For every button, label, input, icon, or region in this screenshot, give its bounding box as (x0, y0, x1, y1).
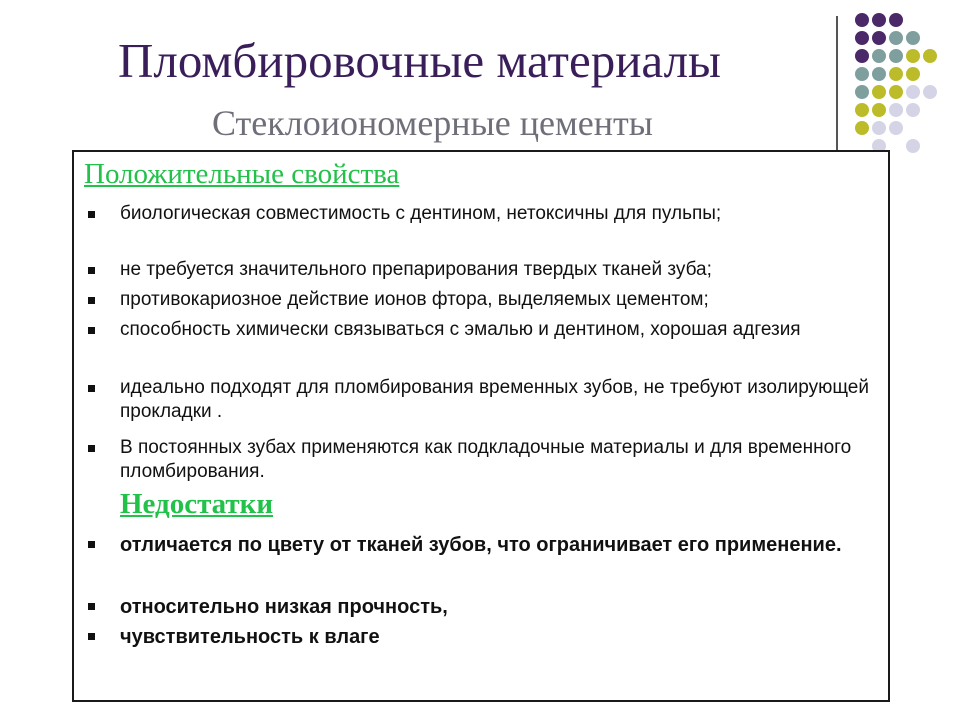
list-item-text: В постоянных зубах применяются как подкладочные материалы и для временного пломбирования. (120, 437, 852, 482)
positive-properties-heading: Положительные свойства (84, 158, 400, 190)
dot (889, 31, 903, 45)
bullet-square-icon (88, 267, 95, 274)
list-item-text: способность химически связываться с эмалью и дентином, хорошая адгезия (120, 319, 801, 340)
content-box (72, 150, 890, 702)
dot (889, 103, 903, 117)
list-item-text: идеально подходят для пломбирования временных зубов, не требуют изолирующей прокладки . (120, 377, 869, 422)
dot (906, 85, 920, 99)
dot (855, 103, 869, 117)
dot (906, 31, 920, 45)
dot (855, 31, 869, 45)
dot (923, 85, 937, 99)
dot (872, 121, 886, 135)
dot (872, 13, 886, 27)
list-item-text: не требуется значительного препарирования твердых тканей зуба; (120, 259, 712, 280)
list-item-text: противокариозное действие ионов фтора, выделяемых цементом; (120, 289, 709, 310)
bullet-square-icon (88, 385, 95, 392)
dot (906, 67, 920, 81)
dot (855, 49, 869, 63)
dot (872, 49, 886, 63)
dot (906, 49, 920, 63)
dot (906, 103, 920, 117)
dot (855, 85, 869, 99)
dot (889, 85, 903, 99)
bullet-square-icon (88, 541, 95, 548)
dot (855, 67, 869, 81)
bullet-square-icon (88, 211, 95, 218)
list-item-text: относительно низкая прочность, (120, 596, 448, 618)
dot (889, 13, 903, 27)
dot (872, 67, 886, 81)
bullet-square-icon (88, 297, 95, 304)
slide-title: Пломбировочные материалы (118, 33, 721, 88)
bullet-square-icon (88, 633, 95, 640)
dot (889, 49, 903, 63)
list-item-text: отличается по цвету от тканей зубов, что ограничивает его применение. (120, 534, 842, 556)
dot (923, 49, 937, 63)
bullet-square-icon (88, 327, 95, 334)
dot (872, 103, 886, 117)
dot (889, 121, 903, 135)
slide-subtitle: Стеклоиономерные цементы (212, 103, 653, 143)
dot (855, 121, 869, 135)
dot (855, 13, 869, 27)
bullet-square-icon (88, 603, 95, 610)
list-item-text: биологическая совместимость с дентином, нетоксичны для пульпы; (120, 203, 722, 224)
list-item-text: чувствительность к влаге (120, 626, 380, 648)
dot (889, 67, 903, 81)
bullet-square-icon (88, 445, 95, 452)
dot (872, 85, 886, 99)
drawbacks-heading: Недостатки (120, 488, 274, 520)
dot (872, 31, 886, 45)
dot (906, 139, 920, 153)
